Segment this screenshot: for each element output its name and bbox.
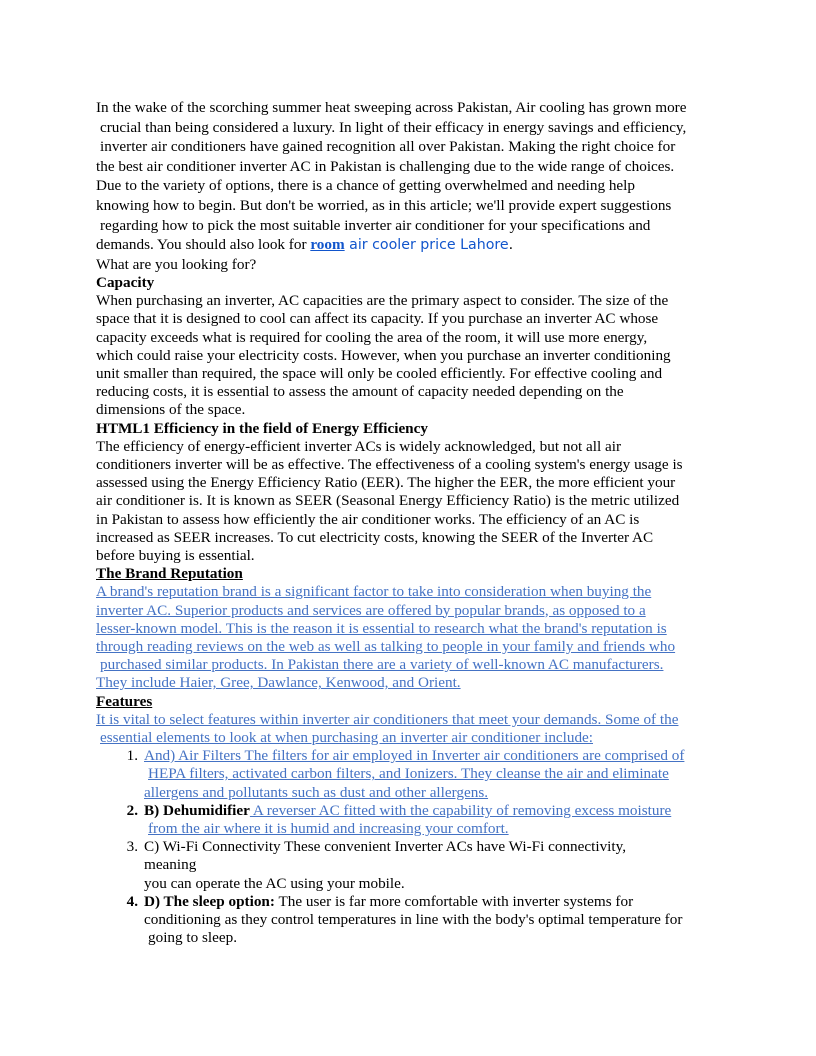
efficiency-line: in Pakistan to assess how efficiently the air conditioner works. The efficiency of an AC is bbox=[96, 510, 640, 528]
list-item-line: going to sleep. bbox=[148, 929, 238, 947]
features-link-line[interactable]: It is vital to select features within inverter air conditioners that meet your demands. Some of the bbox=[96, 710, 679, 728]
period: . bbox=[508, 237, 514, 254]
intro-text: demands. You should also look for bbox=[96, 236, 311, 254]
article-body bbox=[96, 98, 720, 947]
list-item-line bbox=[144, 893, 720, 911]
intro-line: crucial than being considered a luxury. In light of their efficacy in energy savings and efficiency, bbox=[100, 118, 687, 136]
list-number: 3. bbox=[126, 838, 138, 856]
capacity-line: dimensions of the space. bbox=[96, 401, 246, 419]
intro-line: knowing how to begin. But don't be worried, as in this article; we'll provide expert suggestions bbox=[96, 196, 672, 214]
capacity-line: space that it is designed to cool can affect its capacity. If you purchase an inverter AC whose bbox=[96, 310, 659, 328]
capacity-heading: Capacity bbox=[96, 273, 155, 291]
list-item-line: C) Wi-Fi Connectivity These convenient Inverter ACs have Wi-Fi connectivity, bbox=[144, 838, 627, 856]
list-item-line bbox=[144, 802, 720, 820]
list-item-title: D) The sleep option: bbox=[144, 892, 275, 910]
list-item-line: you can operate the AC using your mobile. bbox=[144, 874, 405, 892]
list-item bbox=[96, 893, 720, 948]
list-item-line[interactable]: allergens and pollutants such as dust and other allergens. bbox=[144, 783, 489, 801]
brand-link-line[interactable]: inverter AC. Superior products and services are offered by popular brands, as opposed to a bbox=[96, 601, 646, 619]
capacity-line: capacity exceeds what is required for cooling the area of the room, it will use more energy, bbox=[96, 328, 648, 346]
brand-heading: The Brand Reputation bbox=[96, 565, 243, 583]
list-item-line: meaning bbox=[144, 856, 197, 874]
list-item-line[interactable]: from the air where it is humid and increasing your comfort. bbox=[148, 820, 509, 838]
list-item bbox=[96, 838, 720, 893]
list-item bbox=[96, 747, 720, 802]
brand-section bbox=[96, 565, 720, 692]
list-item-line[interactable]: HEPA filters, activated carbon filters, and Ionizers. They cleanse the air and eliminate bbox=[148, 765, 669, 783]
efficiency-line: conditioners inverter will be as effective. The effectiveness of a cooling system's energy usage is bbox=[96, 455, 683, 473]
capacity-line: When purchasing an inverter, AC capacities are the primary aspect to consider. The size of the bbox=[96, 292, 669, 310]
list-item-text: The user is far more comfortable with inverter systems for bbox=[274, 892, 634, 910]
list-number: 1. bbox=[126, 747, 138, 765]
capacity-line: which could raise your electricity costs. However, when you purchase an inverter conditioning bbox=[96, 346, 671, 364]
question-line: What are you looking for? bbox=[96, 255, 257, 273]
features-list bbox=[96, 747, 720, 947]
intro-line: Due to the variety of options, there is a chance of getting overwhelmed and needing help bbox=[96, 177, 635, 195]
brand-link-line[interactable]: They include Haier, Gree, Dawlance, Kenwood, and Orient. bbox=[96, 674, 461, 692]
list-item-line: conditioning as they control temperatures in line with the body's optimal temperature for bbox=[144, 911, 683, 929]
efficiency-heading: HTML1 Efficiency in the field of Energy Efficiency bbox=[96, 419, 428, 437]
features-section bbox=[96, 693, 720, 948]
brand-link-line[interactable]: A brand's reputation brand is a significant factor to take into consideration when buying the bbox=[96, 583, 652, 601]
efficiency-section bbox=[96, 420, 720, 566]
efficiency-line: air conditioner is. It is known as SEER (Seasonal Energy Efficiency Ratio) is the metric utilized bbox=[96, 492, 680, 510]
capacity-line: unit smaller than required, the space will only be cooled efficiently. For effective cooling and bbox=[96, 364, 663, 382]
list-item-title: B) Dehumidifier bbox=[144, 801, 250, 819]
air-cooler-price-link[interactable]: air cooler price bbox=[344, 237, 456, 254]
intro-line: In the wake of the scorching summer heat sweeping across Pakistan, Air cooling has grown more bbox=[96, 99, 687, 116]
efficiency-line: The efficiency of energy-efficient inverter ACs is widely acknowledged, but not all air bbox=[96, 437, 622, 455]
intro-line: the best air conditioner inverter AC in Pakistan is challenging due to the wide range of choices. bbox=[96, 157, 675, 175]
efficiency-line: before buying is essential. bbox=[96, 547, 255, 564]
capacity-section bbox=[96, 274, 720, 420]
efficiency-line: increased as SEER increases. To cut electricity costs, knowing the SEER of the Inverter AC bbox=[96, 528, 654, 546]
list-item-link[interactable]: A reverser AC fitted with the capability of removing excess moisture bbox=[249, 801, 672, 819]
intro-last-line bbox=[96, 235, 720, 256]
list-item bbox=[96, 802, 720, 838]
efficiency-line: assessed using the Energy Efficiency Ratio (EER). The higher the EER, the more efficient your bbox=[96, 474, 676, 492]
features-link-line[interactable]: essential elements to look at when purchasing an inverter air conditioner include: bbox=[100, 729, 594, 747]
features-heading: Features bbox=[96, 692, 153, 710]
lahore-link[interactable]: Lahore bbox=[455, 237, 509, 254]
list-item-line[interactable]: And) Air Filters The filters for air employed in Inverter air conditioners are comprised of bbox=[144, 747, 685, 765]
brand-link-line[interactable]: through reading reviews on the web as well as talking to people in your family and friends who bbox=[96, 638, 676, 656]
intro-line: regarding how to pick the most suitable inverter air conditioner for your specifications and bbox=[100, 216, 651, 234]
brand-link-line[interactable]: purchased similar products. In Pakistan there are a variety of well-known AC manufacturers. bbox=[100, 656, 664, 674]
intro-line: inverter air conditioners have gained recognition all over Pakistan. Making the right choice for bbox=[100, 138, 676, 156]
room-link[interactable]: room bbox=[310, 236, 345, 254]
capacity-line: reducing costs, it is essential to assess the amount of capacity needed depending on the bbox=[96, 383, 624, 401]
list-number: 2. bbox=[126, 801, 138, 819]
list-number: 4. bbox=[126, 892, 138, 910]
intro-paragraph bbox=[96, 98, 720, 256]
brand-link-line[interactable]: lesser-known model. This is the reason it is essential to research what the brand's reputation is bbox=[96, 619, 667, 637]
